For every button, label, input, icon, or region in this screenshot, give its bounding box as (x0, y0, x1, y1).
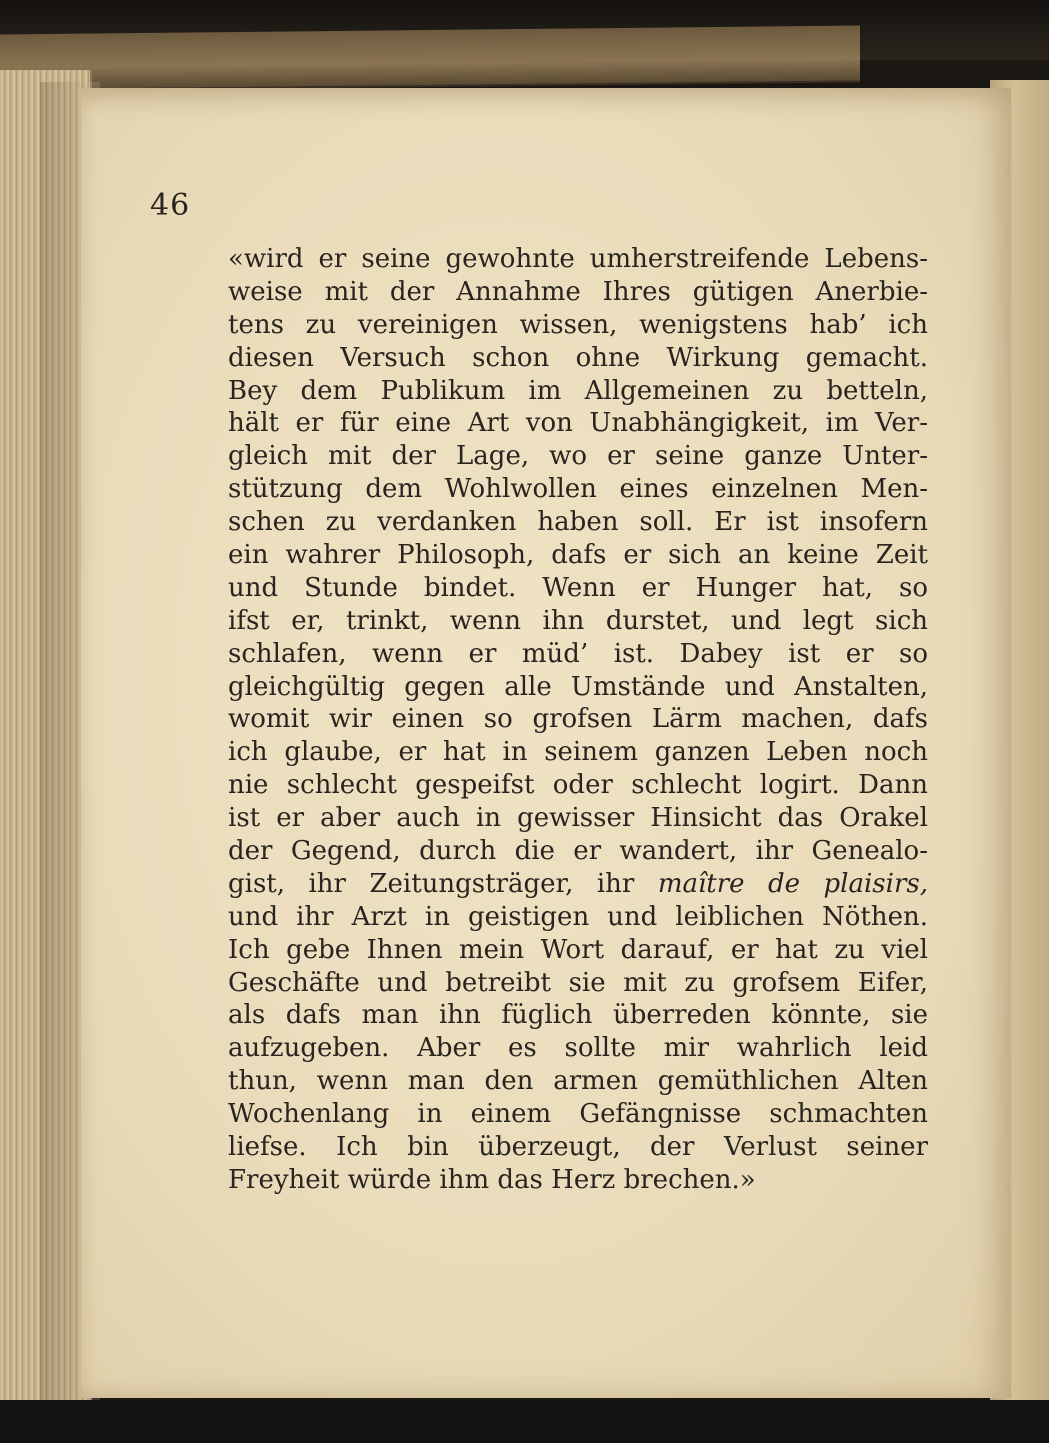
book-cover-bottom (0, 1400, 1049, 1443)
text-line-with-italic (228, 868, 928, 901)
text-line: Geschäfte und betreibt sie mit zu grofsem Eifer, (228, 967, 928, 998)
page-text (228, 243, 928, 1197)
text-line: Ich gebe Ihnen mein Wort darauf, er hat zu viel (228, 934, 928, 965)
text-line: als dafs man ihn füglich überreden könnte, sie (228, 1000, 928, 1031)
text-line: ifst er, trinkt, wenn ihn durstet, und legt sich (228, 605, 928, 636)
text-line: thun, wenn man den armen gemüthlichen Alten (228, 1066, 928, 1097)
text-line: womit wir einen so grofsen Lärm machen, dafs (228, 704, 928, 735)
page-number: 46 (150, 188, 191, 223)
text-line: ich glaube, er hat in seinem ganzen Leben noch (228, 737, 928, 768)
text-line: schlafen, wenn er müd’ ist. Dabey ist er so (228, 638, 928, 669)
text-line: tens zu vereinigen wissen, wenigstens hab’ ich (228, 309, 928, 340)
text-line: «wird er seine gewohnte umherstreifende Lebens- (228, 244, 928, 274)
text-line: hält er für eine Art von Unabhängigkeit, im Ver- (228, 408, 928, 439)
text-line: gleichgültig gegen alle Umstände und Anstalten, (228, 671, 928, 702)
text-line-last: Freyheit würde ihm das Herz brechen.» (228, 1164, 756, 1195)
text-line: und ihr Arzt in geistigen und leiblichen Nöthen. (228, 901, 928, 932)
text-line: liefse. Ich bin überzeugt, der Verlust seiner (228, 1132, 928, 1163)
text-line: ist er aber auch in gewisser Hinsicht das Orakel (228, 803, 928, 834)
text-line: und Stunde bindet. Wenn er Hunger hat, so (228, 572, 928, 603)
text-line-start: gist, ihr Zeitungsträger, ihr (228, 868, 658, 899)
text-line: ein wahrer Philosoph, dafs er sich an keine Zeit (228, 540, 928, 571)
text-line: Wochenlang in einem Gefängnisse schmachten (228, 1099, 928, 1130)
text-line: stützung dem Wohlwollen eines einzelnen Men- (228, 474, 928, 505)
italic-phrase: maître de plaisirs, (657, 868, 928, 899)
text-line: gleich mit der Lage, wo er seine ganze Unter- (228, 441, 928, 472)
text-line: aufzugeben. Aber es sollte mir wahrlich leid (228, 1033, 928, 1064)
text-line: nie schlecht gespeifst oder schlecht logirt. Dann (228, 770, 928, 801)
text-line: Bey dem Publikum im Allgemeinen zu betteln, (228, 375, 928, 406)
text-line: schen zu verdanken haben soll. Er ist insofern (228, 507, 928, 538)
book-spine-edge (0, 25, 860, 91)
text-line: weise mit der Annahme Ihres gütigen Anerbie- (228, 276, 928, 307)
text-line: diesen Versuch schon ohne Wirkung gemacht. (228, 342, 928, 373)
text-line: der Gegend, durch die er wandert, ihr Genealo- (228, 836, 928, 867)
